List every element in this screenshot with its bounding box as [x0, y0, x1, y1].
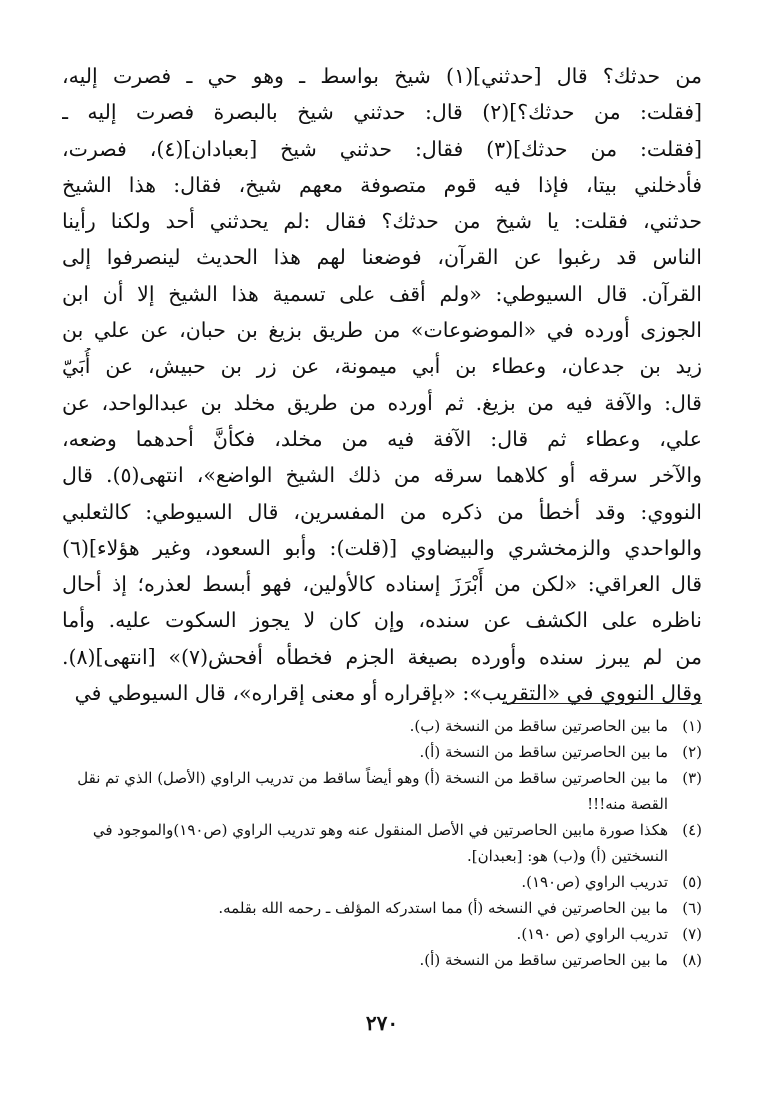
footnote-number: (٧): [682, 925, 702, 943]
footnote-item: [62, 869, 702, 895]
footnote-number: (٢): [682, 743, 702, 761]
footnote-item: [62, 947, 702, 973]
body-line: الجوزى أورده في «الموضوعات» من طريق بزيغ بن حبان، عن علي بن: [62, 318, 702, 343]
footnote-text: تدريب الراوي (ص١٩٠).: [521, 873, 668, 891]
body-line: والواحدي والزمخشري والبيضاوي [(قلت): وأبو السعود، وغير هؤلاء](٦): [62, 535, 702, 560]
body-line: ناظره على الكشف عن سنده، وإن كان لا يجوز السكوت عليه. وأما: [62, 608, 702, 633]
page-number: ٢٧٠: [365, 1011, 399, 1035]
body-line: الناس قد رغبوا عن القرآن، فوضعنا لهم هذا الحديث لينصرفوا إلى: [62, 245, 702, 270]
body-line: من حدثك؟ قال [حدثني](١) شيخ بواسط ـ وهو حي ـ فصرت إليه،: [62, 64, 702, 88]
footnote-text: ما بين الحاصرتين ساقط من النسخة (ب).: [409, 717, 668, 735]
footnote-item: [62, 713, 702, 739]
body-line: من لم يبرز سنده وأورده بصيغة الجزم فخطأه أفحش(٧)» [انتهى](٨).: [62, 644, 702, 669]
body-line: فأدخلني بيتا، فإذا فيه قوم متصوفة معهم شيخ، فقال: هذا الشيخ: [62, 172, 702, 197]
body-line: والآخر سرقه أو كلاهما سرقه من ذلك الشيخ الواضع»، انتهى(٥). قال: [62, 463, 702, 488]
footnote-number: (٤): [682, 821, 702, 839]
body-line: حدثني، فقلت: يا شيخ من حدثك؟ فقال :لم يحدثني أحد ولكنا رأينا: [62, 209, 702, 234]
footnote-divider: [502, 703, 702, 704]
footnote-text: ما بين الحاصرتين ساقط من النسخة (أ).: [419, 743, 668, 761]
footnotes-list: [62, 713, 702, 973]
footnote-item: [62, 895, 702, 921]
footnote-text: ما بين الحاصرتين في النسخه (أ) مما استدركه المؤلف ـ رحمه الله بقلمه.: [218, 899, 668, 917]
footnote-item: [62, 765, 702, 817]
footnote-text: ما بين الحاصرتين ساقط من النسخة (أ).: [419, 951, 668, 969]
footnote-number: (٦): [682, 899, 702, 917]
footnote-number: (٨): [682, 951, 702, 969]
body-line: القرآن. قال السيوطي: «ولم أقف على تسمية هذا الشيخ إلا أن ابن: [62, 281, 702, 306]
footnote-number: (٥): [682, 873, 702, 891]
footnote-text: ما بين الحاصرتين ساقط من النسخة (أ) وهو أيضاً ساقط من تدريب الراوي (الأصل) الذي تم نقل القصة منه!!!: [77, 769, 668, 813]
footnote-item: [62, 739, 702, 765]
body-line: وقال النووي في «التقريب»: «بإقراره أو معنى إقراره»، قال السيوطي في: [74, 681, 702, 706]
footnote-item: [62, 817, 702, 869]
body-line: [فقلت: من حدثك؟](٢) قال: حدثني شيخ بالبصرة فصرت إليه ـ: [62, 100, 702, 125]
body-text: [62, 58, 702, 711]
footnote-text: هكذا صورة مابين الحاصرتين في الأصل المنقول عنه وهو تدريب الراوي (ص١٩٠)والموجود في النسختين (أ) و(ب) هو: [بعبدان].: [92, 821, 668, 865]
footnote-text: تدريب الراوي (ص ١٩٠).: [516, 925, 668, 943]
body-line: قال العراقي: «لكن من أَبْرَزَ إسناده كالأولين، فهو أبسط لعذره؛ إذ أحال: [62, 572, 702, 597]
body-line: النووي: وقد أخطأ من ذكره من المفسرين، قال السيوطي: كالثعلبي: [62, 499, 702, 524]
body-line: علي، وعطاء ثم قال: الآفة فيه من مخلد، فكأنَّ أحدهما وضعه،: [62, 426, 702, 451]
body-line: زيد بن جدعان، وعطاء بن أبي ميمونة، عن زر بن حبيش، عن أُبَيّ: [62, 354, 702, 379]
footnote-number: (٣): [682, 769, 702, 787]
footnote-number: (١): [682, 717, 702, 735]
body-line: [فقلت: من حدثك](٣) فقال: حدثني شيخ [بعبادان](٤)، فصرت،: [62, 136, 702, 161]
body-line: قال: والآفة فيه من بزيغ. ثم أورده من طريق مخلد بن عبدالواحد، عن: [62, 390, 702, 415]
footnote-item: [62, 921, 702, 947]
book-page: [62, 58, 702, 1058]
